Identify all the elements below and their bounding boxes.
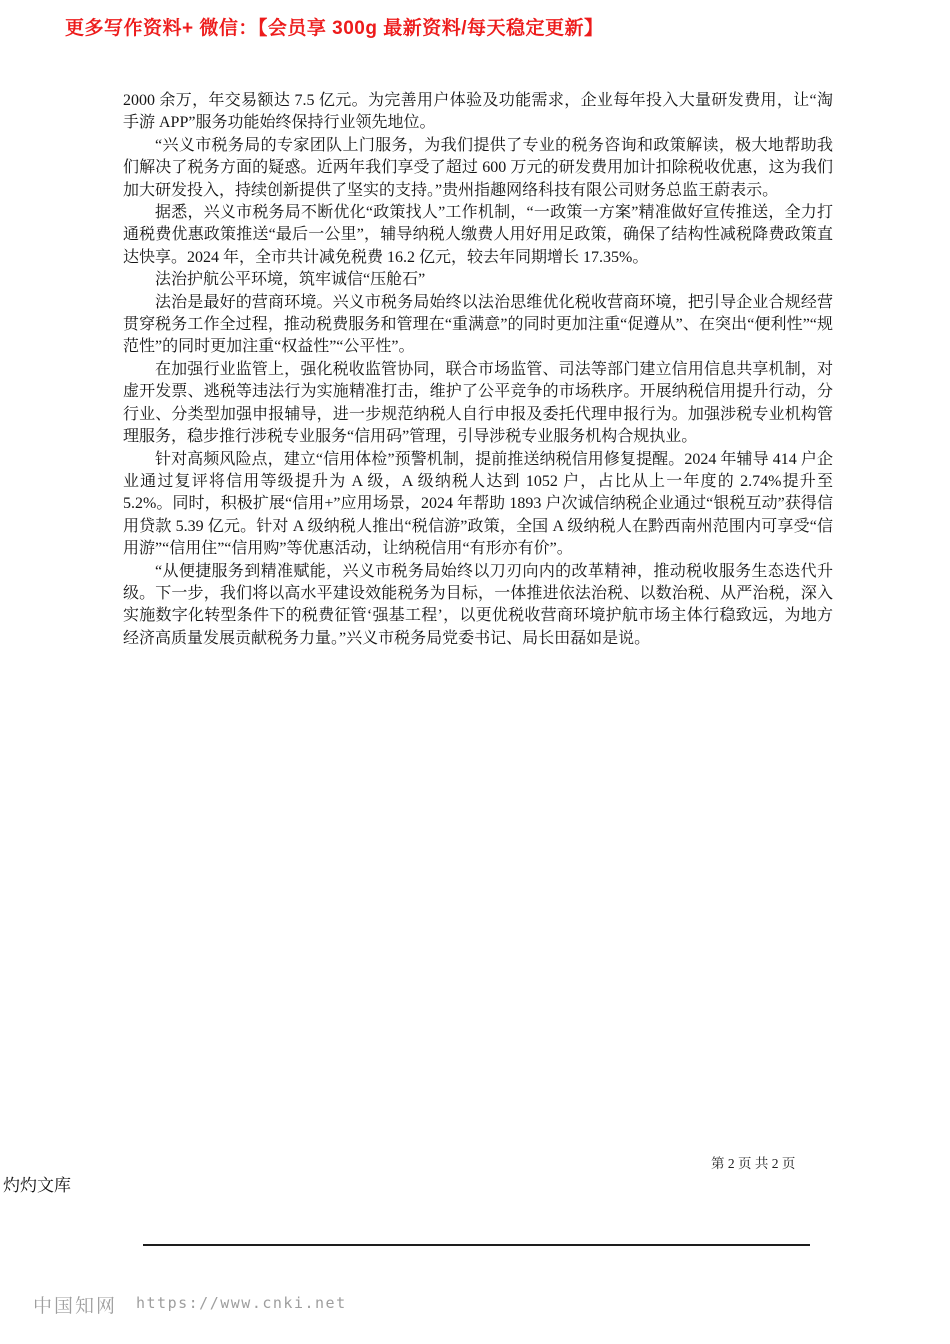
article-body (123, 90, 833, 650)
paragraph: 2000 余万，年交易额达 7.5 亿元。为完善用户体验及功能需求，企业每年投入大量研发费用，让“淘手游 APP”服务功能始终保持行业领先地位。 (123, 92, 833, 132)
paragraph: 法治是最好的营商环境。兴义市税务局始终以法治思维优化税收营商环境，把引导企业合规经营贯穿税务工作全过程，推动税费服务和管理在“重满意”的同时更加注重“促遵从”、在突出“便利性”“规范性”的同时更加注重“权益性”“公平性”。 (123, 293, 833, 356)
paragraph: “兴义市税务局的专家团队上门服务，为我们提供了专业的税务咨询和政策解读，极大地帮助我们解决了税务方面的疑惑。近两年我们享受了超过 600 万元的研发费用加计扣除税收优惠，这为我们加大研发投入，持续创新提供了坚实的支持。”贵州指趣网络科技有限公司财务总监王蔚表示。 (123, 136, 833, 199)
library-watermark: 灼灼文库 (3, 1176, 71, 1195)
paragraph: “从便捷服务到精准赋能，兴义市税务局始终以刀刃向内的改革精神，推动税收服务生态迭代升级。下一步，我们将以高水平建设效能税务为目标，一体推进依法治税、以数治税、从严治税，深入实施数字化转型条件下的税费征管‘强基工程’，以更优税收营商环境护航市场主体行稳致远，为地方经济高质量发展贡献税务力量。”兴义市税务局党委书记、局长田磊如是说。 (123, 562, 833, 647)
promo-banner: 更多写作资料+ 微信：【会员享 300g 最新资料/每天稳定更新】 (65, 18, 604, 39)
paragraph: 在加强行业监管上，强化税收监管协同，联合市场监管、司法等部门建立信用信息共享机制，对虚开发票、逃税等违法行为实施精准打击，维护了公平竞争的市场秩序。开展纳税信用提升行动，分行业、分类型加强申报辅导，进一步规范纳税人自行申报及委托代理申报行为。加强涉税专业机构管理服务，稳步推行涉税专业服务“信用码”管理，引导涉税专业服务机构合规执业。 (123, 360, 833, 446)
paragraph: 据悉，兴义市税务局不断优化“政策找人”工作机制，“一政策一方案”精准做好宣传推送，全力打通税费优惠政策推送“最后一公里”，辅导纳税人缴费人用好用足政策，确保了结构性减税降费政策直达快享。2024 年，全市共计减免税费 16.2 亿元，较去年同期增长 17.35%。 (123, 204, 833, 266)
paragraph: 针对高频风险点，建立“信用体检”预警机制，提前推送纳税信用修复提醒。2024 年辅导 414 户企业通过复评将信用等级提升为 A 级，A 级纳税人达到 1052 户，占比从上一年度的 2.74%提升至 5.2%。同时，积极扩展“信用+”应用场景，2024 年帮助 1893 户次诚信纳税企业通过“银税互动”获得信用贷款 5.39 亿元。针对 A 级纳税人推出“税信游”政策，全国 A 级纳税人在黔西南州范围内可享受“信用游”“信用住”“信用购”等优惠活动，让纳税信用“有形亦有价”。 (123, 450, 833, 558)
paragraph-subheading: 法治护航公平环境，筑牢诚信“压舱石” (155, 271, 426, 289)
cnki-url-watermark: https://www.cnki.net (136, 1294, 347, 1312)
cnki-site-watermark: 中国知网 (33, 1296, 118, 1317)
page-indicator: 第 2 页 共 2 页 (711, 1156, 796, 1171)
footer-divider-line (143, 1244, 810, 1246)
